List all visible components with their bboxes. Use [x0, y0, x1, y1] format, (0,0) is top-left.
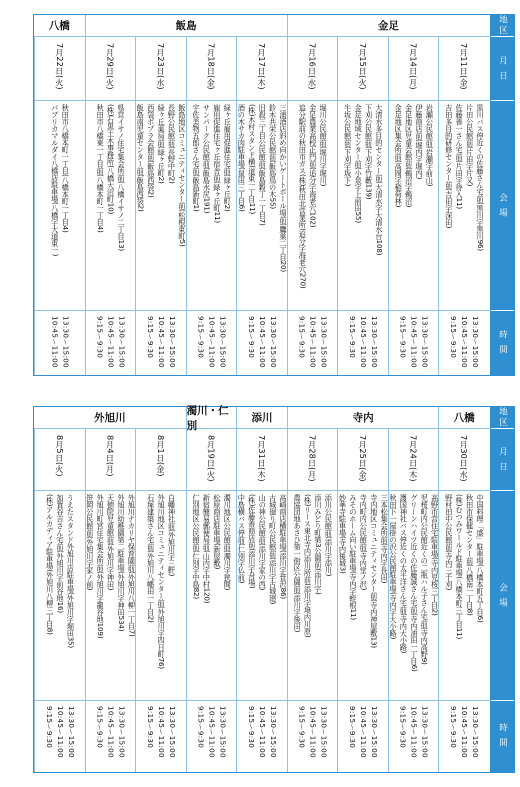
time-cell [288, 311, 338, 374]
time-text: 9:15〜9:30 [297, 316, 307, 359]
date-text: 7月30日(水) [459, 435, 470, 482]
header-area-cell [491, 407, 514, 429]
time-cell [288, 701, 338, 771]
time-text: 10:45〜11:00 [106, 706, 116, 758]
schedule-table-2 [33, 406, 515, 773]
date-cell [237, 37, 287, 101]
schedule-column [438, 37, 489, 375]
venue-text: 寺内地区コミュニティセンター前(寺内神屋敷13) [369, 494, 379, 648]
time-cell [237, 311, 287, 374]
venue-text: 添川みどり町第3公園前(添川字) [313, 494, 323, 595]
venue-text: (株)石黒土木事務所(八橋大沼町10) [106, 104, 116, 215]
area-name-cell: 添川 [236, 407, 287, 428]
venue-text: 秋田市八橋本町一丁目(八橋本町一丁目4) [61, 104, 71, 233]
schedule-column [85, 37, 136, 375]
venue-text: 飯島地区コミュニティセンター前(松根東町5) [177, 104, 187, 247]
venue-text: (株)木村スタンド横(道東一丁目11) [247, 104, 257, 215]
time-cell [338, 701, 388, 771]
time-text: 13:30〜15:00 [167, 316, 177, 368]
date-text: 7月15日(火) [358, 43, 369, 90]
time-text: 13:30〜15:00 [420, 706, 430, 758]
venue-cell [187, 101, 237, 311]
header-time-cell [491, 311, 514, 374]
schedule-column [388, 37, 439, 375]
area-header-row [34, 404, 489, 432]
venue-text: 三浦酒店斜め向かいゲートボール場前(鷹巣二丁目20) [278, 104, 288, 272]
time-text: 13:30〜15:00 [268, 706, 278, 758]
venue-text: 岩瀬公民館前(岩瀬字前山) [425, 104, 435, 187]
venue-text: 三本松集会所前(寺内字長田) [380, 494, 390, 584]
venue-text: 児桜町内公民館近くの二瓶ハル子さん宅前(寺内高野9) [420, 494, 430, 665]
venue-text: みそのホーム向い駐車場(寺内字蛭根11) [348, 494, 358, 620]
schedule-column [34, 429, 85, 772]
time-text: 9:15〜9:30 [95, 316, 105, 359]
time-text: 13:30〜15:00 [218, 706, 228, 758]
venue-text: 黒川バス停近くの佐藤さん宅前(黒川字黒川96) [475, 104, 485, 251]
time-text: 10:45〜11:00 [156, 316, 166, 368]
venue-text: パブリカマルダイ八橋店駐車場(八橋字大道東一) [50, 104, 60, 257]
time-text: 10:45〜11:00 [308, 316, 318, 368]
time-text: 13:30〜15:00 [268, 316, 278, 368]
time-text: 9:15〜9:30 [449, 706, 459, 749]
header-venue-label: 会 場 [497, 582, 508, 609]
venue-cell [439, 491, 489, 701]
venue-text: (株)むつみワールド駐車場(八橋本町三丁目11) [455, 494, 465, 640]
venue-text: 長野公民館前(長野中町2) [167, 104, 177, 184]
venue-text: 伊藤商店前(堀内字堀内) [415, 104, 424, 180]
venue-text: 高崎商店横駐車場(添川字菅沢86) [278, 494, 288, 599]
venue-text: グリーンハイツ近くの佐藤誠さん宅前(寺内油田一丁目6) [409, 494, 419, 672]
date-text: 8月5日(火) [54, 435, 65, 477]
venue-cell [439, 101, 489, 311]
venue-text: 大清水多目的センター前(大清水字大清水台108) [374, 104, 384, 256]
header-area-label: 地区 [497, 15, 508, 36]
time-text: 9:15〜9:30 [449, 316, 459, 359]
time-text: 10:45〜11:00 [207, 706, 217, 758]
schedule-column [85, 429, 136, 772]
time-text: 9:15〜9:30 [196, 316, 206, 359]
time-cell [136, 311, 186, 374]
date-text: 8月4日(月) [105, 435, 116, 477]
date-cell [288, 37, 338, 101]
venue-cell [35, 491, 85, 701]
time-text: 13:30〜15:00 [66, 706, 76, 758]
date-cell [439, 429, 489, 491]
time-text: 10:45〜11:00 [409, 316, 419, 368]
time-text: 13:30〜15:00 [319, 316, 329, 368]
venue-text: 金足地域センター前(小泉字上前田55) [354, 104, 364, 223]
venue-text: 野村田中公民館前(寺内三千刈) [444, 494, 454, 591]
venue-text: 金足地区集会所前(高岡字稲荷林) [394, 104, 404, 208]
header-date-cell [491, 37, 514, 101]
time-cell [187, 701, 237, 771]
time-text: 10:45〜11:00 [207, 316, 217, 368]
venue-text: 古城廻り町公民館前(添川字古城廻) [268, 494, 278, 605]
time-text: 10:45〜11:00 [257, 706, 267, 758]
area-header-row [34, 15, 489, 37]
venue-text: 高野市営住宅駐車場(寺内児桜三丁目2) [430, 494, 440, 616]
venue-text: 中国料理「盛」駐車場(八橋本町五丁目6) [475, 494, 485, 623]
venue-cell [389, 101, 439, 311]
time-text: 10:45〜11:00 [308, 706, 318, 758]
venue-text: 緑ヶ丘薬局前(緑ヶ丘町2) [157, 104, 167, 184]
venue-cell [35, 101, 85, 311]
time-text: 9:15〜9:30 [246, 706, 256, 749]
date-text: 7月25日(金) [358, 435, 369, 482]
venue-text: 濁川地区公民館前(濁川字狭間) [223, 494, 233, 591]
time-text: 9:15〜9:30 [145, 316, 155, 359]
venue-text: 笹岡公民館前(外旭川字家ノ前) [85, 494, 95, 591]
header-venue-cell [491, 491, 514, 701]
time-text: 9:15〜9:30 [145, 706, 155, 749]
date-text: 7月16日(水) [307, 43, 318, 90]
time-text: 9:15〜9:30 [297, 706, 307, 749]
date-text: 8月1日(金) [155, 435, 166, 477]
schedule-column [337, 37, 388, 375]
time-text: 10:45〜11:00 [359, 706, 369, 758]
schedule-column [34, 37, 85, 375]
header-date-label: 月 日 [497, 55, 508, 82]
time-cell [389, 701, 439, 771]
schedule-column [236, 429, 287, 772]
header-venue-cell [491, 101, 514, 311]
date-cell [187, 37, 237, 101]
venue-cell [288, 101, 338, 311]
header-venue-label: 会 場 [497, 192, 508, 219]
venue-text: 天徳院児童館前(外旭川字神田) [106, 494, 116, 591]
date-cell [86, 429, 136, 491]
date-cell [86, 37, 136, 101]
time-cell [439, 311, 489, 374]
venue-text: 白幡神社前(外旭川字三軒) [167, 494, 177, 577]
time-text: 9:15〜9:30 [246, 316, 256, 359]
venue-text: (株)リース東北寺内添川所前(添川字境内川原) [303, 494, 313, 638]
time-text: 10:45〜11:00 [409, 706, 419, 758]
venue-text: 西袋ポプラ会館前(飯島西袋2) [146, 104, 156, 198]
venue-text: 寺内町内公民館前(寺内堂ノ沢) [359, 494, 369, 591]
time-text: 10:45〜11:00 [460, 316, 470, 368]
date-cell [136, 429, 186, 491]
venue-text: 緑ヶ丘雇用促進住宅前(緑ヶ丘町2) [223, 104, 233, 212]
time-cell [136, 701, 186, 771]
venue-text: 金足農業高校正門前(追分字海老穴102) [308, 104, 318, 228]
venue-text: 護国神社バス停近くの太平洋さん宅前(寺内大小路) [399, 494, 409, 654]
date-cell [35, 37, 85, 101]
venue-cell [136, 101, 186, 311]
area-name-cell: 濁川・仁別 [186, 407, 237, 428]
venue-cell [389, 491, 439, 701]
venue-text: 新宿簡易郵便局前(山内字中村120) [202, 494, 212, 604]
venue-text: うえたスタンド外旭川店駐車場(外旭川字堀田35) [66, 494, 76, 648]
venue-text: 吉田多目的研修センター前(吉田字深田) [444, 104, 454, 229]
venue-text: 追分駅前の秋田市ガス(株)秋田北営業所(追分字海老穴270) [298, 104, 308, 289]
venue-text: (株)アルカディア駐車場(外旭川八柳三丁目8) [45, 494, 55, 635]
header-area-cell [491, 15, 514, 37]
date-text: 7月18日(金) [206, 43, 217, 90]
venue-text: 外旭川ナカリヤ保育園前(外旭川八柳一丁目7) [127, 494, 137, 637]
venue-text: 鈴木共栄公民館前(飯島鳥の木55) [268, 104, 278, 209]
time-cell [86, 701, 136, 771]
time-text: 13:30〜15:00 [61, 316, 71, 368]
header-area-label: 地区 [497, 407, 508, 428]
time-cell [389, 311, 439, 374]
header-label-column [490, 15, 514, 375]
time-text: 13:30〜15:00 [471, 316, 481, 368]
time-text: 9:15〜9:30 [398, 706, 408, 749]
venue-cell [86, 101, 136, 311]
venue-text: 外旭川町宮住宅集会所前(外旭川字籠谷地109) [96, 494, 106, 639]
header-date-cell [491, 429, 514, 491]
venue-text: 外旭川幼稚園第二駐車場(外旭川字神田534) [116, 494, 126, 632]
time-cell [86, 311, 136, 374]
venue-text: 加賀谷吉さん宅前(外旭川字前谷地16) [55, 494, 65, 613]
venue-text: 金足地区児童会館前(鵜沼字鵜沼) [404, 104, 414, 208]
header-time-cell [491, 701, 514, 771]
date-cell [389, 429, 439, 491]
venue-cell [136, 491, 186, 701]
time-text: 10:45〜11:00 [55, 706, 65, 758]
date-text: 7月31日(木) [256, 435, 267, 482]
venue-text: 外旭川地区コミュニティセンター前(外旭川字四日町76) [157, 494, 167, 669]
time-text: 10:45〜11:00 [460, 706, 470, 758]
venue-text: 仁別地区公民館前(仁別字中島82) [192, 494, 201, 599]
date-cell [237, 429, 287, 491]
venue-cell [288, 491, 338, 701]
time-cell [439, 701, 489, 771]
time-text: 10:45〜11:00 [106, 316, 116, 368]
date-cell [288, 429, 338, 491]
schedule-table-1 [33, 14, 515, 376]
schedule-column [287, 37, 338, 375]
date-text: 7月14日(月) [408, 43, 419, 90]
date-text: 7月11日(金) [459, 43, 470, 90]
area-name-cell: 寺内 [287, 407, 439, 428]
date-text: 7月24日(木) [408, 435, 419, 482]
time-text: 13:30〜15:00 [117, 316, 127, 368]
venue-cell [86, 491, 136, 701]
time-text: 9:15〜9:30 [398, 316, 408, 359]
venue-text: 佐藤善一さん宅前(片田字待入11) [455, 104, 465, 209]
date-cell [338, 429, 388, 491]
venue-text: 雇用促進住宅ヶ丘宿舎前(緑ヶ丘町11) [212, 104, 222, 223]
header-time-label: 時 間 [497, 329, 508, 356]
date-text: 8月19日(火) [206, 435, 217, 482]
venue-text: 添川公民館前(添川字添川) [324, 494, 334, 577]
time-cell [187, 311, 237, 374]
time-text: 13:30〜15:00 [319, 706, 329, 758]
time-text: 9:15〜9:30 [348, 316, 358, 359]
date-cell [389, 37, 439, 101]
date-cell [439, 37, 489, 101]
date-cell [35, 429, 85, 491]
header-time-label: 時 間 [497, 723, 508, 749]
venue-cell [338, 491, 388, 701]
venue-text: 秋田市保健センター前(八橋南一丁目8) [465, 494, 475, 616]
time-text: 13:30〜15:00 [370, 316, 380, 368]
header-date-label: 月 日 [497, 446, 508, 473]
venue-text: 妙華寺駐車場(寺内後城3) [338, 494, 348, 574]
area-name-cell: 八橋 [438, 407, 489, 428]
schedule-column [135, 429, 186, 772]
venue-cell [338, 101, 388, 311]
time-text: 9:15〜9:30 [348, 706, 358, 749]
schedule-column [135, 37, 186, 375]
schedule-column [236, 37, 287, 375]
time-text: 10:45〜11:00 [156, 706, 166, 758]
venue-text: 酒の木サカ肉駐車場(鼠田三丁目6) [237, 104, 247, 212]
date-cell [187, 429, 237, 491]
date-text: 7月28日(月) [307, 435, 318, 482]
date-text: 7月29日(火) [105, 43, 116, 90]
time-text: 10:45〜11:00 [359, 316, 369, 368]
date-cell [338, 37, 388, 101]
venue-cell [237, 491, 287, 701]
schedule-column [186, 429, 237, 772]
time-text: 9:15〜9:30 [196, 706, 206, 749]
time-text: 13:30〜15:00 [420, 316, 430, 368]
schedule-column [388, 429, 439, 772]
area-name-cell: 金足 [287, 15, 489, 36]
time-text: 9:15〜9:30 [44, 706, 54, 749]
venue-text: 農協団地あさひ第一街区公園前(添川字後田) [293, 494, 303, 633]
time-text: 9:15〜9:30 [95, 706, 105, 749]
venue-text: サンパーク公民館前(飯島水尻191) [202, 104, 212, 214]
time-text: 13:30〜15:00 [218, 316, 228, 368]
header-label-column [490, 407, 514, 772]
schedule-column [438, 429, 489, 772]
schedule-column [287, 429, 338, 772]
venue-text: 秋田市八橋東一丁目前(八橋本町一丁目4) [96, 104, 106, 233]
time-cell [35, 311, 85, 374]
time-text: 13:30〜15:00 [117, 706, 127, 758]
time-text: 13:30〜15:00 [167, 706, 177, 758]
venue-text: 片田公民館前(片田字片又) [465, 104, 475, 187]
venue-text: 牛坂公民館前(下刈字坂下) [343, 104, 353, 187]
venue-text: 県営イサノ住宅集会所前(八橋イサノ二丁目13) [116, 104, 126, 251]
time-text: 13:30〜15:00 [471, 706, 481, 758]
venue-text: 宇佐美物五郎さん宅前(飯島新町1) [192, 104, 201, 212]
venue-cell [237, 101, 287, 311]
venue-text: 秋田下一屋掛の沢公民館駐車場(寺内字大小路) [389, 494, 398, 640]
date-text: 7月22日(火) [54, 43, 65, 90]
schedule-column [337, 429, 388, 772]
date-text: 7月23日(水) [155, 43, 166, 90]
date-cell [136, 37, 186, 101]
venue-text: (株)佐藤善商店前(添川字舟場) [247, 494, 257, 589]
venue-text: 旧殺三丁目公民館前(飯島穀丁一丁目7) [258, 104, 268, 226]
venue-cell [187, 491, 237, 701]
area-name-cell: 飯島 [85, 15, 287, 36]
time-text: 10:45〜11:00 [50, 316, 60, 368]
time-text: 13:30〜15:00 [370, 706, 380, 758]
time-cell [35, 701, 85, 771]
time-cell [237, 701, 287, 771]
date-text: 7月17日(木) [256, 43, 267, 90]
area-name-cell: 外旭川 [94, 412, 126, 424]
venue-text: 中島横バス停前(仁別字仏前) [237, 494, 247, 584]
venue-text: 飯島南児童センター前(飯島西袋2) [136, 104, 146, 212]
time-text: 10:45〜11:00 [257, 316, 267, 368]
venue-text: 松原商店駐車場(新屋敷) [212, 494, 222, 570]
venue-text: 山の神公民館前(添川字家の西) [258, 494, 268, 591]
time-cell [338, 311, 388, 374]
venue-text: 堀川公民館前(堀川字堀川) [319, 104, 329, 187]
venue-text: 下刈公民館前(下刈字竹藪139) [364, 104, 374, 200]
area-name-cell: 八橋 [48, 20, 70, 32]
schedule-column [186, 37, 237, 375]
venue-text: 石塚建築さん宅前(外旭川八幡田一丁目2) [146, 494, 156, 623]
